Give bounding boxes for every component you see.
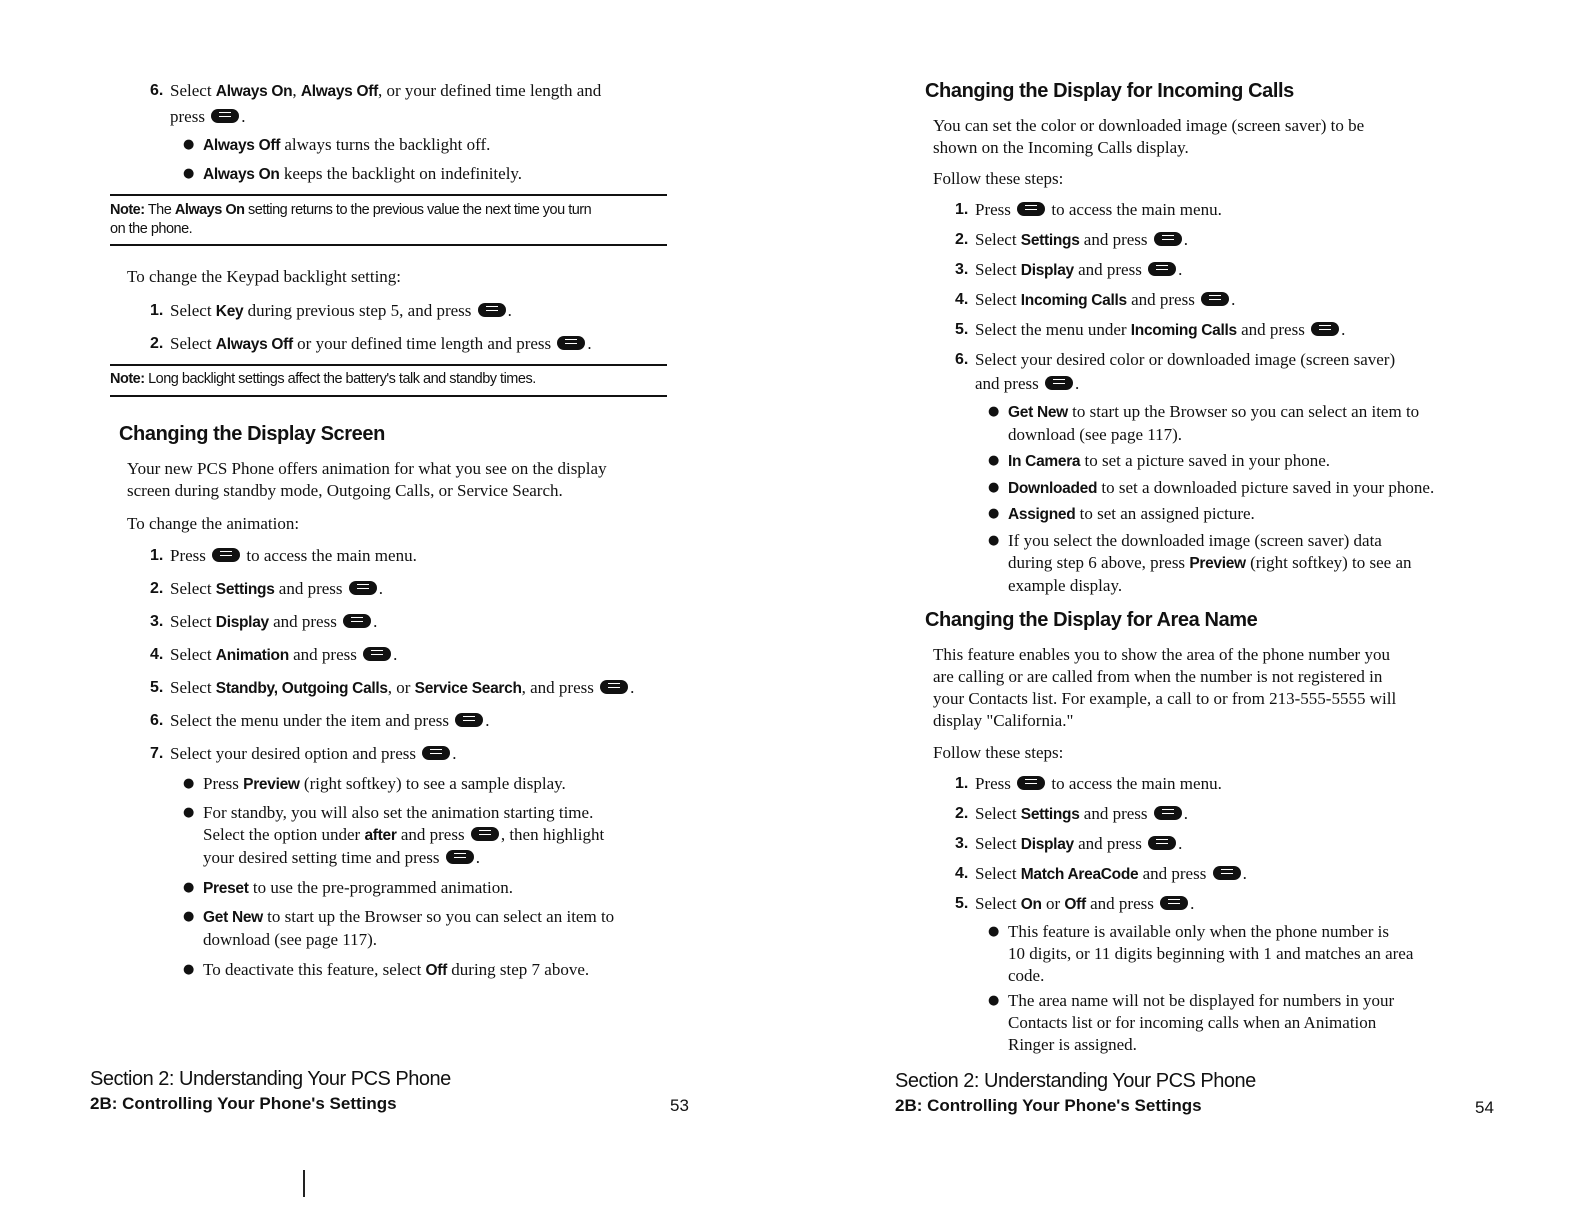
menu-ok-key-icon	[1154, 806, 1182, 820]
list-item: ● Get New to start up the Browser so you can select an item to download (see page 117).	[988, 402, 1420, 444]
step-number: 6.	[150, 82, 164, 99]
list-item: ● Preset to use the pre-programmed animation.	[183, 878, 513, 897]
footer-subsection: 2B: Controlling Your Phone's Settings	[895, 1096, 1202, 1115]
step-5: 5. Select On or Off and press .	[955, 894, 1195, 913]
step-1: 1. Press to access the main menu.	[955, 774, 1222, 793]
page-number: 54	[1475, 1098, 1494, 1117]
list-item: ● In Camera to set a picture saved in your phone.	[988, 451, 1330, 470]
step-2: 2. Select Settings and press .	[150, 579, 384, 598]
list-item: ● To deactivate this feature, select Off during step 7 above.	[183, 960, 590, 979]
menu-ok-key-icon	[600, 680, 628, 694]
list-item: ● Downloaded to set a downloaded picture saved in your phone.	[988, 478, 1435, 497]
scan-mark	[303, 1170, 305, 1197]
step-2: 2. Select Settings and press .	[955, 230, 1189, 249]
menu-ok-key-icon	[455, 713, 483, 727]
step-3: 3. Select Display and press .	[150, 612, 378, 631]
menu-ok-key-icon	[446, 850, 474, 864]
list-item: ● Always On keeps the backlight on indefinitely.	[183, 164, 523, 183]
list-item: ● The area name will not be displayed for numbers in your Contacts list or for incoming calls when an Animation Ringer is assigned.	[988, 991, 1395, 1054]
list-item: ● Assigned to set an assigned picture.	[988, 504, 1255, 523]
step-6b: 6. Select the menu under the item and press .	[150, 711, 490, 730]
note-rule-top	[110, 194, 667, 196]
menu-ok-key-icon	[1213, 866, 1241, 880]
list-item: ● Always Off always turns the backlight off.	[183, 135, 491, 154]
menu-ok-key-icon	[1311, 322, 1339, 336]
footer-subsection: 2B: Controlling Your Phone's Settings	[90, 1094, 397, 1113]
step-4: 4. Select Match AreaCode and press .	[955, 864, 1247, 883]
instruction-text: Follow these steps:	[933, 169, 1064, 188]
menu-ok-key-icon	[471, 827, 499, 841]
menu-ok-key-icon	[363, 647, 391, 661]
step-1: 1. Press to access the main menu.	[150, 546, 417, 565]
intro-paragraph: Your new PCS Phone offers animation for what you see on the display screen during standby mode, Outgoing Calls, or Service Search.	[127, 459, 607, 500]
note-rule-top	[110, 364, 667, 366]
area-name-paragraph: This feature enables you to show the area of the phone number you are calling or are called from when the number is not registered in your Contacts list. For example, a call to or from 213-555-5555 will display "California."	[933, 645, 1397, 730]
menu-ok-key-icon	[1017, 202, 1045, 216]
menu-ok-key-icon	[1154, 232, 1182, 246]
menu-ok-key-icon	[1148, 262, 1176, 276]
step-3: 3. Select Display and press .	[955, 260, 1183, 279]
footer-section: Section 2: Understanding Your PCS Phone	[90, 1068, 451, 1090]
section-heading: Changing the Display for Incoming Calls	[925, 80, 1294, 102]
menu-ok-key-icon	[211, 109, 239, 123]
menu-ok-key-icon	[1045, 376, 1073, 390]
page-number: 53	[670, 1096, 689, 1115]
list-item: ● If you select the downloaded image (screen saver) data during step 6 above, press Preview (right softkey) to see an example display.	[988, 531, 1412, 595]
menu-ok-key-icon	[1148, 836, 1176, 850]
note-always-on: Note: The Always On setting returns to the previous value the next time you turn on the phone.	[110, 202, 592, 237]
list-item: ● This feature is available only when the phone number is 10 digits, or 11 digits beginning with 1 and matches an area code.	[988, 922, 1414, 985]
intro-paragraph: You can set the color or downloaded image (screen saver) to be shown on the Incoming Calls display.	[933, 116, 1365, 157]
step-4: 4. Select Animation and press .	[150, 645, 398, 664]
keypad-intro: To change the Keypad backlight setting:	[127, 267, 402, 286]
step-6: 6. Select your desired color or downloaded image (screen saver) and press .	[955, 350, 1396, 393]
note-rule-bottom	[110, 395, 667, 397]
note-backlight: Note: Long backlight settings affect the battery's talk and standby times.	[110, 371, 536, 387]
menu-ok-key-icon	[557, 336, 585, 350]
step-1: 1. Press to access the main menu.	[955, 200, 1222, 219]
section-heading: Changing the Display for Area Name	[925, 609, 1258, 631]
footer-section: Section 2: Understanding Your PCS Phone	[895, 1070, 1256, 1092]
menu-ok-key-icon	[343, 614, 371, 628]
step-7: 7. Select your desired option and press .	[150, 744, 457, 763]
keypad-step-2: 2. Select Always Off or your defined time length and press .	[150, 334, 592, 353]
menu-ok-key-icon	[1017, 776, 1045, 790]
step-4: 4. Select Incoming Calls and press .	[955, 290, 1236, 309]
menu-ok-key-icon	[1160, 896, 1188, 910]
menu-ok-key-icon	[1201, 292, 1229, 306]
step-6: 6. Select Always On, Always Off, or your defined time length and press .	[150, 81, 602, 126]
menu-ok-key-icon	[478, 303, 506, 317]
step-2: 2. Select Settings and press .	[955, 804, 1189, 823]
menu-ok-key-icon	[422, 746, 450, 760]
step-5: 5. Select the menu under Incoming Calls and press .	[955, 320, 1346, 339]
instruction-text: Follow these steps:	[933, 743, 1064, 762]
keypad-step-1: 1. Select Key during previous step 5, and press .	[150, 301, 512, 320]
list-item: ● Get New to start up the Browser so you can select an item to download (see page 117).	[183, 907, 615, 949]
section-heading: Changing the Display Screen	[119, 423, 385, 445]
step-3: 3. Select Display and press .	[955, 834, 1183, 853]
list-item: ● Press Preview (right softkey) to see a sample display.	[183, 774, 566, 793]
step-5: 5. Select Standby, Outgoing Calls, or Service Search, and press .	[150, 678, 635, 697]
instruction-text: To change the animation:	[127, 514, 300, 533]
menu-ok-key-icon	[212, 548, 240, 562]
list-item: ● For standby, you will also set the animation starting time. Select the option under after and press , then highlight your desired setting time and press .	[183, 803, 605, 867]
menu-ok-key-icon	[349, 581, 377, 595]
note-rule-bottom	[110, 244, 667, 246]
